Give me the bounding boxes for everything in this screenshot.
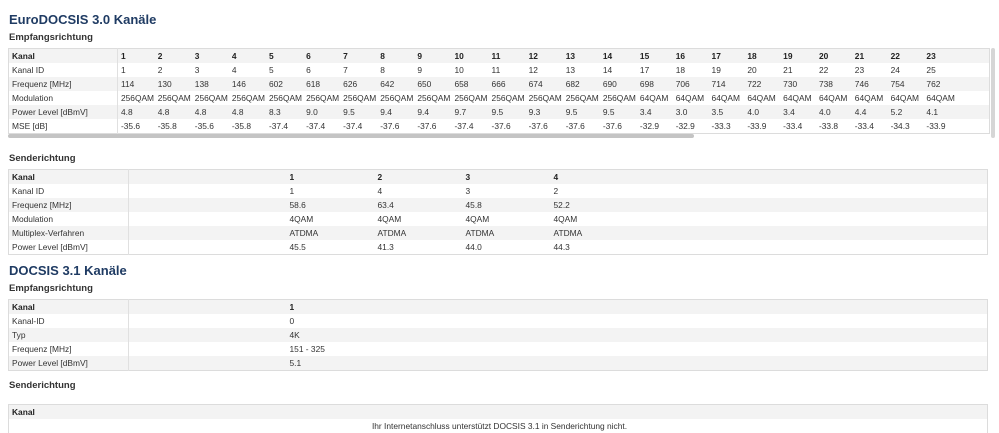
spacer-cell xyxy=(129,314,287,328)
table-cell: -35.6 xyxy=(117,119,154,134)
table-cell: 9.5 xyxy=(340,105,377,119)
table-cell: 25 xyxy=(923,63,959,77)
table-cell: 4QAM xyxy=(551,212,945,226)
table-cell: 4QAM xyxy=(463,212,551,226)
table-cell: -33.9 xyxy=(744,119,780,134)
table-cell: 64QAM xyxy=(780,91,816,105)
table-cell: 256QAM xyxy=(229,91,266,105)
table-cell: 4 xyxy=(551,170,945,185)
table-cell: 682 xyxy=(563,77,600,91)
table-row xyxy=(9,300,988,315)
table-cell: 114 xyxy=(117,77,154,91)
table-cell: 5.1 xyxy=(287,356,988,371)
table-row xyxy=(9,105,990,119)
table-cell: 754 xyxy=(888,77,924,91)
eurodocsis-downstream-title: Empfangsrichtung xyxy=(9,32,93,43)
table-cell: 2 xyxy=(375,170,463,185)
table-cell: 4.0 xyxy=(816,105,852,119)
table-row xyxy=(9,184,988,198)
table-cell: -35.6 xyxy=(192,119,229,134)
table-cell: 5 xyxy=(266,63,303,77)
row-label: Power Level [dBmV] xyxy=(9,240,129,255)
table-cell: 15 xyxy=(637,49,673,64)
table-cell: 5.2 xyxy=(888,105,924,119)
table-cell: 6 xyxy=(303,49,340,64)
spacer-cell xyxy=(129,198,287,212)
docsis31-downstream-table xyxy=(8,299,988,371)
table-cell xyxy=(959,105,989,119)
docsis31-upstream-header: Kanal xyxy=(9,405,988,420)
table-cell: 4 xyxy=(375,184,463,198)
table-cell: 64QAM xyxy=(923,91,959,105)
table-cell: 22 xyxy=(888,49,924,64)
table-cell: 3.5 xyxy=(709,105,745,119)
table-cell: 602 xyxy=(266,77,303,91)
table-cell: -37.4 xyxy=(340,119,377,134)
row-label: Modulation xyxy=(9,91,118,105)
table-cell: 52.2 xyxy=(551,198,945,212)
table-cell: 8 xyxy=(377,63,414,77)
spacer-cell xyxy=(129,212,287,226)
table-cell xyxy=(959,119,989,134)
table-cell: 256QAM xyxy=(451,91,488,105)
docsis31-upstream-message: Ihr Internetanschluss unterstützt DOCSIS 3.1 in Senderichtung nicht. xyxy=(9,419,988,433)
row-label: Kanal xyxy=(9,49,118,64)
table-cell: 650 xyxy=(414,77,451,91)
table-cell: 3.0 xyxy=(673,105,709,119)
eurodocsis-upstream-title: Senderichtung xyxy=(9,153,76,164)
table-cell: -35.8 xyxy=(229,119,266,134)
table-cell: 13 xyxy=(563,63,600,77)
table-cell xyxy=(959,91,989,105)
table-row xyxy=(9,328,988,342)
table-cell: -35.8 xyxy=(155,119,192,134)
table-cell: 130 xyxy=(155,77,192,91)
table-cell: 14 xyxy=(600,63,637,77)
table-cell: -37.6 xyxy=(526,119,563,134)
table-cell: 4QAM xyxy=(287,212,375,226)
table-row xyxy=(9,226,988,240)
table-cell: 9.3 xyxy=(526,105,563,119)
table-cell: 626 xyxy=(340,77,377,91)
table-cell: 256QAM xyxy=(117,91,154,105)
table-cell: 6 xyxy=(303,63,340,77)
table-cell: 674 xyxy=(526,77,563,91)
docsis31-upstream-title: Senderichtung xyxy=(9,380,76,391)
table-cell: 4 xyxy=(229,63,266,77)
table-cell: 730 xyxy=(780,77,816,91)
row-label: Kanal-ID xyxy=(9,314,129,328)
table-cell: -37.4 xyxy=(451,119,488,134)
table-cell: 690 xyxy=(600,77,637,91)
table-cell: 256QAM xyxy=(563,91,600,105)
table-cell: 17 xyxy=(637,63,673,77)
row-label: Power Level [dBmV] xyxy=(9,105,118,119)
table-row xyxy=(9,240,988,255)
table-row xyxy=(9,356,988,371)
table-cell: -33.8 xyxy=(816,119,852,134)
table-cell xyxy=(944,184,987,198)
row-label: Kanal ID xyxy=(9,63,118,77)
eurodocsis-downstream-scroll[interactable] xyxy=(8,48,990,136)
table-cell: 3 xyxy=(463,184,551,198)
table-cell: 3 xyxy=(192,49,229,64)
table-cell xyxy=(944,240,987,255)
row-label: Frequenz [MHz] xyxy=(9,198,129,212)
table-cell: 64QAM xyxy=(744,91,780,105)
table-cell: 13 xyxy=(563,49,600,64)
table-cell: -37.4 xyxy=(266,119,303,134)
table-cell: -32.9 xyxy=(637,119,673,134)
table-cell: 0 xyxy=(287,314,988,328)
table-cell: -33.9 xyxy=(923,119,959,134)
table-cell: 22 xyxy=(816,63,852,77)
table-cell: 44.3 xyxy=(551,240,945,255)
table-cell: ATDMA xyxy=(551,226,945,240)
table-cell: ATDMA xyxy=(463,226,551,240)
table-cell: 11 xyxy=(489,63,526,77)
eurodocsis-downstream-table xyxy=(8,48,990,134)
table-cell: 4K xyxy=(287,328,988,342)
table-cell: 58.6 xyxy=(287,198,375,212)
table-row xyxy=(9,198,988,212)
table-cell: 45.8 xyxy=(463,198,551,212)
table-row xyxy=(9,119,990,134)
table-cell: -34.3 xyxy=(888,119,924,134)
table-cell: 146 xyxy=(229,77,266,91)
docsis31-title: DOCSIS 3.1 Kanäle xyxy=(9,263,127,278)
spacer-cell xyxy=(129,170,287,185)
table-cell: 19 xyxy=(780,49,816,64)
table-cell: 64QAM xyxy=(637,91,673,105)
table-cell: ATDMA xyxy=(287,226,375,240)
table-cell: 23 xyxy=(852,63,888,77)
table-cell: 7 xyxy=(340,63,377,77)
row-label: Frequenz [MHz] xyxy=(9,342,129,356)
table-cell: 256QAM xyxy=(414,91,451,105)
row-label: Kanal xyxy=(9,300,129,315)
table-cell: 4.8 xyxy=(117,105,154,119)
vertical-scrollbar[interactable] xyxy=(991,48,995,138)
table-cell: 4.1 xyxy=(923,105,959,119)
table-cell: -37.4 xyxy=(303,119,340,134)
table-cell: -33.3 xyxy=(709,119,745,134)
table-row xyxy=(9,49,990,64)
table-cell: 3.4 xyxy=(637,105,673,119)
table-cell: 18 xyxy=(744,49,780,64)
table-cell: 4.8 xyxy=(155,105,192,119)
table-cell xyxy=(944,226,987,240)
table-cell: 21 xyxy=(852,49,888,64)
table-cell: 23 xyxy=(923,49,959,64)
table-cell: 9.4 xyxy=(414,105,451,119)
eurodocsis-upstream-table xyxy=(8,169,988,255)
table-cell: 64QAM xyxy=(709,91,745,105)
table-cell: 12 xyxy=(526,49,563,64)
table-row xyxy=(9,91,990,105)
table-cell: 706 xyxy=(673,77,709,91)
table-cell xyxy=(959,77,989,91)
table-cell: 64QAM xyxy=(673,91,709,105)
table-cell: 2 xyxy=(155,63,192,77)
table-row xyxy=(9,63,990,77)
table-cell: 12 xyxy=(526,63,563,77)
table-cell: 10 xyxy=(451,49,488,64)
row-label: Typ xyxy=(9,328,129,342)
row-label: Modulation xyxy=(9,212,129,226)
table-cell: 9.5 xyxy=(489,105,526,119)
table-cell: 10 xyxy=(451,63,488,77)
table-cell: -37.6 xyxy=(414,119,451,134)
table-cell: 9.7 xyxy=(451,105,488,119)
table-cell: 2 xyxy=(155,49,192,64)
table-cell: 4.8 xyxy=(229,105,266,119)
table-cell: 16 xyxy=(673,49,709,64)
table-cell: 658 xyxy=(451,77,488,91)
table-cell: 4 xyxy=(229,49,266,64)
docsis31-upstream-table xyxy=(8,404,988,433)
table-cell: 24 xyxy=(888,63,924,77)
table-cell: 4.8 xyxy=(192,105,229,119)
table-cell: 9.5 xyxy=(563,105,600,119)
table-cell: 8 xyxy=(377,49,414,64)
table-cell: 44.0 xyxy=(463,240,551,255)
table-cell: 19 xyxy=(709,63,745,77)
table-cell: 3 xyxy=(463,170,551,185)
table-cell: 3.4 xyxy=(780,105,816,119)
table-cell: 18 xyxy=(673,63,709,77)
table-cell: 41.3 xyxy=(375,240,463,255)
table-cell: 9.4 xyxy=(377,105,414,119)
table-cell: 8.3 xyxy=(266,105,303,119)
table-cell: 3 xyxy=(192,63,229,77)
table-cell: 1 xyxy=(117,49,154,64)
table-cell: ATDMA xyxy=(375,226,463,240)
table-cell: 9.5 xyxy=(600,105,637,119)
table-cell: -37.6 xyxy=(563,119,600,134)
table-cell: 256QAM xyxy=(377,91,414,105)
table-cell: 9 xyxy=(414,49,451,64)
eurodocsis-title: EuroDOCSIS 3.0 Kanäle xyxy=(9,12,157,27)
table-cell: 746 xyxy=(852,77,888,91)
table-row xyxy=(9,212,988,226)
spacer-cell xyxy=(129,328,287,342)
table-cell: 5 xyxy=(266,49,303,64)
table-cell: 1 xyxy=(287,184,375,198)
table-cell: 151 - 325 xyxy=(287,342,988,356)
table-cell: 7 xyxy=(340,49,377,64)
table-cell xyxy=(959,63,989,77)
spacer-cell xyxy=(129,240,287,255)
table-cell: -33.4 xyxy=(852,119,888,134)
spacer-cell xyxy=(129,226,287,240)
table-cell: 9 xyxy=(414,63,451,77)
table-cell: 722 xyxy=(744,77,780,91)
spacer-cell xyxy=(129,342,287,356)
table-cell: -37.6 xyxy=(600,119,637,134)
docsis31-downstream-title: Empfangsrichtung xyxy=(9,283,93,294)
table-cell: 642 xyxy=(377,77,414,91)
table-cell: 2 xyxy=(551,184,945,198)
table-cell: 21 xyxy=(780,63,816,77)
table-cell: 738 xyxy=(816,77,852,91)
row-label: Multiplex-Verfahren xyxy=(9,226,129,240)
table-cell: 666 xyxy=(489,77,526,91)
table-cell: -37.6 xyxy=(377,119,414,134)
row-label: Kanal ID xyxy=(9,184,129,198)
table-cell: 256QAM xyxy=(600,91,637,105)
table-cell: 4.0 xyxy=(744,105,780,119)
table-cell: -37.6 xyxy=(489,119,526,134)
table-cell: 45.5 xyxy=(287,240,375,255)
table-cell: 256QAM xyxy=(340,91,377,105)
table-cell: 4QAM xyxy=(375,212,463,226)
table-row xyxy=(9,342,988,356)
table-cell: 11 xyxy=(489,49,526,64)
table-cell: 17 xyxy=(709,49,745,64)
table-cell: 20 xyxy=(816,49,852,64)
table-cell: 20 xyxy=(744,63,780,77)
table-cell: 64QAM xyxy=(852,91,888,105)
table-cell xyxy=(944,170,987,185)
table-cell xyxy=(944,198,987,212)
table-cell: 256QAM xyxy=(526,91,563,105)
row-label: Kanal xyxy=(9,170,129,185)
row-label: Frequenz [MHz] xyxy=(9,77,118,91)
table-cell: -33.4 xyxy=(780,119,816,134)
table-cell: 9.0 xyxy=(303,105,340,119)
table-cell: 1 xyxy=(117,63,154,77)
table-cell xyxy=(959,49,989,64)
spacer-cell xyxy=(129,300,287,315)
table-cell: 4.4 xyxy=(852,105,888,119)
table-cell: 698 xyxy=(637,77,673,91)
table-row xyxy=(9,314,988,328)
table-cell: 63.4 xyxy=(375,198,463,212)
table-row xyxy=(9,170,988,185)
spacer-cell xyxy=(129,184,287,198)
table-cell: 762 xyxy=(923,77,959,91)
table-cell: 256QAM xyxy=(266,91,303,105)
table-cell: 64QAM xyxy=(816,91,852,105)
table-cell: 618 xyxy=(303,77,340,91)
table-cell xyxy=(944,212,987,226)
table-cell: 256QAM xyxy=(489,91,526,105)
spacer-cell xyxy=(129,356,287,371)
table-cell: 64QAM xyxy=(888,91,924,105)
table-cell: 714 xyxy=(709,77,745,91)
row-label: MSE [dB] xyxy=(9,119,118,134)
table-cell: 256QAM xyxy=(155,91,192,105)
table-row xyxy=(9,77,990,91)
table-cell: -32.9 xyxy=(673,119,709,134)
table-cell: 14 xyxy=(600,49,637,64)
table-cell: 1 xyxy=(287,300,988,315)
table-cell: 138 xyxy=(192,77,229,91)
table-cell: 256QAM xyxy=(303,91,340,105)
table-cell: 1 xyxy=(287,170,375,185)
horizontal-scrollbar[interactable] xyxy=(8,134,694,138)
table-cell: 256QAM xyxy=(192,91,229,105)
row-label: Power Level [dBmV] xyxy=(9,356,129,371)
